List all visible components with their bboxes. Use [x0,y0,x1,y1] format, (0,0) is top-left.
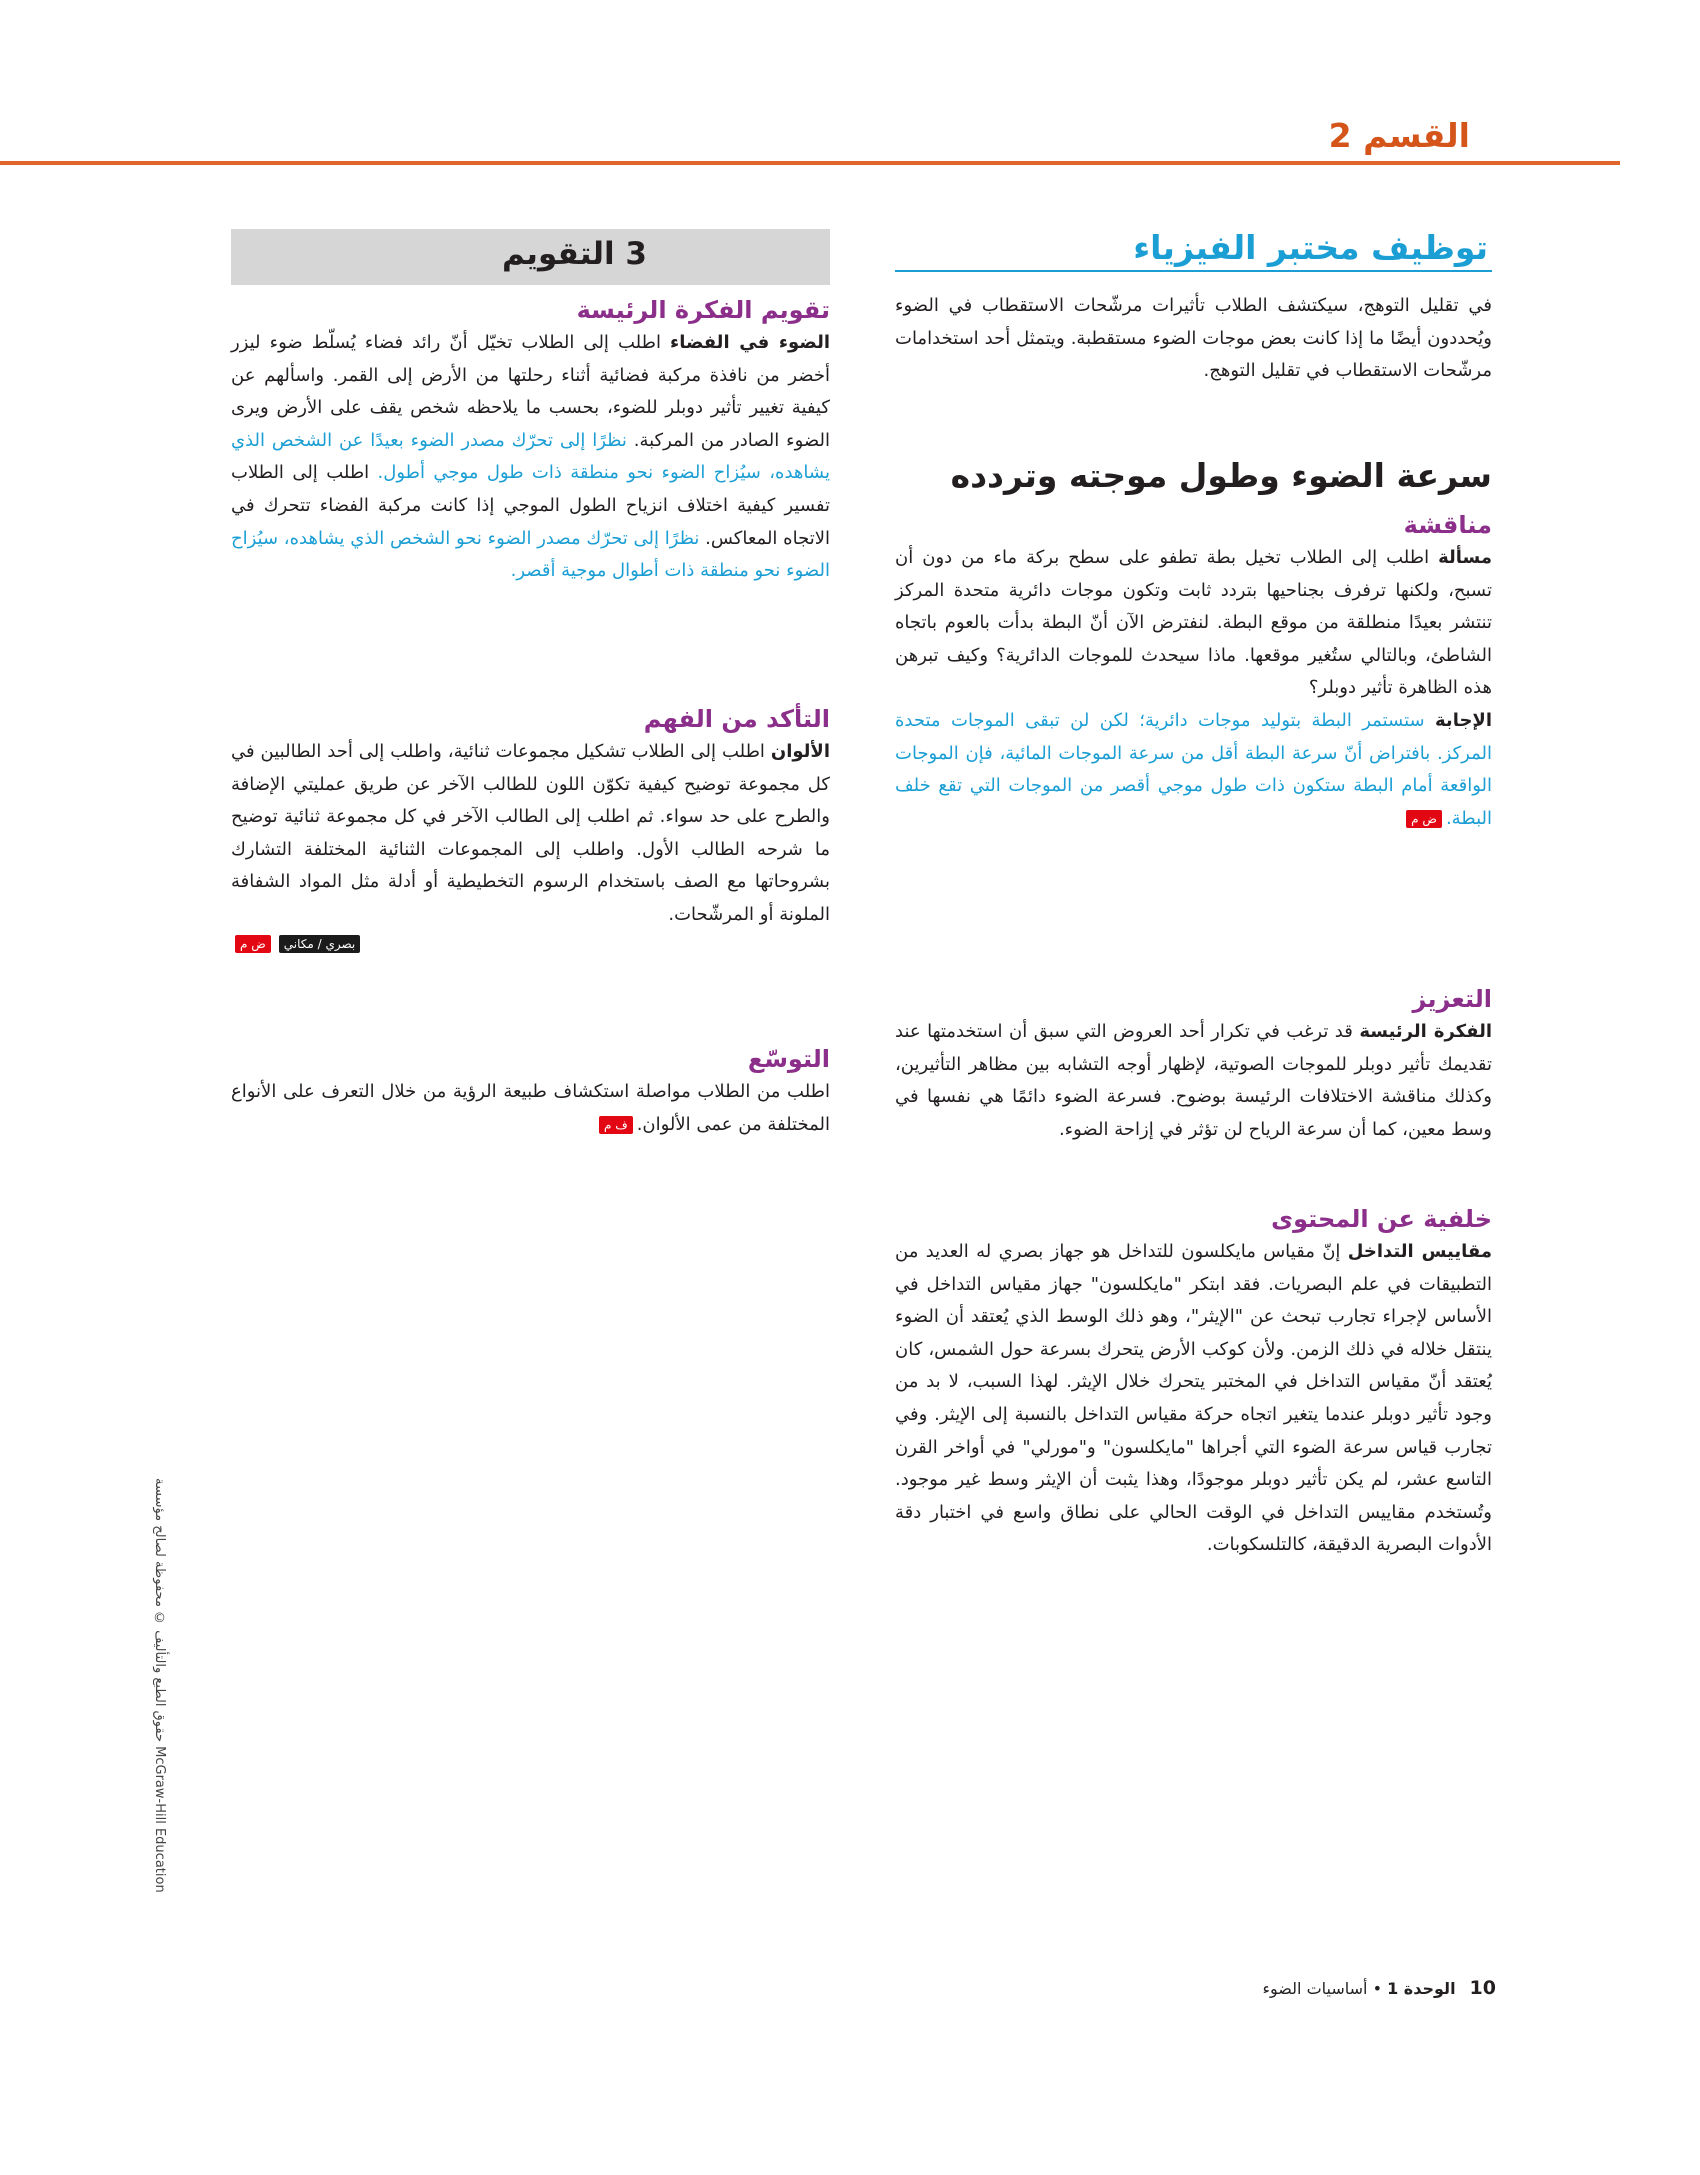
lab-title: توظيف مختبر الفيزياء [1133,228,1488,267]
main-idea-lead: الضوء في الفضاء [670,332,830,353]
check-understanding-section [231,702,830,953]
page-number: 10 [1469,1977,1496,1999]
copyright-credit [152,1478,174,1978]
extend-paragraph [231,1076,830,1141]
lab-paragraph: في تقليل التوهج، سيكتشف الطلاب تأثيرات مرشّحات الاستقطاب في الضوء ويُحددون أيضًا ما إذا كانت بعض موجات الضوء مستقطبة. ويتمثل أحد استخدامات مرشّحات الاستقطاب في تقليل التوهج. [895,295,1492,382]
extend-level-tag: ف م [599,1116,633,1134]
assessment-title: 3 التقويم [502,236,647,272]
discussion-level-tag: ض م [1406,810,1442,828]
level-tag: ض م [235,935,271,953]
footer-separator: • [1367,1979,1388,1998]
reinforce-section [895,982,1492,1146]
main-idea-section [231,293,830,588]
check-understanding-lead: الألوان [770,741,830,762]
page-footer [1263,1977,1496,1999]
main-idea-text1: اطلب إلى الطلاب تخيّل أنّ رائد فضاء يُسلّط ضوء ليزر أخضر من نافذة مركبة فضائية أثناء رحلتها من الأرض إلى القمر. واسألهم عن كيفية تغيير تأثير دوبلر للضوء، بحسب ما يلاحظه شخص يقف على الأرض ويرى الضوء الصادر من المركبة. [231,332,830,451]
speed-of-light-title: سرعة الضوء وطول موجته وتردده [950,456,1492,495]
discussion-section [895,508,1492,835]
extend-section [231,1042,830,1141]
reinforce-lead: الفكرة الرئيسة [1359,1021,1493,1042]
copyright-text: حقوق الطبع والتأليف © محفوظة لصالح مؤسسة McGraw-Hill Education [152,1478,167,1893]
header-rule [0,161,1620,165]
extend-text: اطلب من الطلاب مواصلة استكشاف طبيعة الرؤية من خلال التعرف على الأنواع المختلفة من عمى الألوان. [231,1081,830,1135]
main-idea-answer1: نظرًا إلى تحرّك مصدر الضوء بعيدًا عن الشخص الذي يشاهده، سيُزاح الضوء نحو منطقة ذات طول موجي أطول. [231,429,830,484]
discussion-question [895,542,1492,705]
main-idea-text2: اطلب إلى الطلاب تفسير كيفية اختلاف انزياح الطول الموجي إذا كانت مركبة الفضاء تتحرك في الاتجاه المعاكس. [231,462,830,549]
check-understanding-paragraph [231,736,830,932]
main-idea-paragraph [231,327,830,588]
reinforce-heading: التعزيز [1412,985,1492,1013]
discussion-answer-lead: الإجابة [1435,709,1492,731]
background-heading: خلفية عن المحتوى [1271,1205,1492,1233]
lab-title-rule [895,270,1492,272]
footer-unit-title: أساسيات الضوء [1262,1979,1368,1998]
background-text: إنّ مقياس مايكلسون للتداخل هو جهاز بصري له العديد من التطبيقات في علم البصريات. فقد ابتكر "مايكلسون" جهاز مقياس التداخل في الأساس لإجراء تجارب تبحث عن "الإيثر"، وهو ذلك الوسط الذي يُعتقد أن الضوء ينتقل خلاله في ذلك الزمن. ولأن كوكب الأرض يتحرك بسرعة حول الشمس، كان يُعتقد أنّ مقياس التداخل في المختبر يتحرك خلال الإيثر. لهذا السبب، لا بد من وجود تأثير دوبلر عندما يتغير اتجاه حركة مقياس التداخل بالنسبة إلى الإيثر. وفي تجارب قياس سرعة الضوء التي أجراها "مايكلسون" و"مورلي" في أواخر القرن التاسع عشر، لم يكن تأثير دوبلر موجودًا، وهذا يثبت أن الإيثر وسط غير موجود. وتُستخدم مقاييس التداخل في الوقت الحالي على نطاق واسع في اختبار دقة الأدوات البصرية الدقيقة، كالتلسكوبات. [895,1241,1492,1556]
discussion-question-text: اطلب إلى الطلاب تخيل بطة تطفو على سطح بركة ماء من دون أن تسبح، ولكنها ترفرف بجناحيها بتردد ثابت وتكون موجات دائرية متحدة المركز تنتشر بعيدًا منطلقة من موقع البطة. لنفترض الآن أنّ البطة بدأت بالعوم باتجاه الشاطئ، وبالتالي ستُغير موقعها. ماذا سيحدث للموجات الدائرية؟ وكيف تبرهن هذه الظاهرة تأثير دوبلر؟ [895,547,1492,699]
background-section [895,1202,1492,1562]
discussion-answer-text: ستستمر البطة بتوليد موجات دائرية؛ لكن لن تبقى الموجات متحدة المركز. بافتراض أنّ سرعة البطة أقل من سرعة الموجات المائية، فإن الموجات الواقعة أمام البطة ستكون ذات طول موجي أقصر من الموجات التي تقع خلف البطة. [895,709,1492,829]
check-understanding-tags [231,934,830,954]
main-idea-heading: تقويم الفكرة الرئيسة [576,296,830,324]
main-idea-answer2: نظرًا إلى تحرّك مصدر الضوء نحو الشخص الذي يشاهده، سيُزاح الضوء نحو منطقة ذات أطوال موجية أقصر. [231,527,830,582]
check-understanding-text: اطلب إلى الطلاب تشكيل مجموعات ثنائية، واطلب إلى أحد الطالبين في كل مجموعة توضيح كيفية تكوّن اللون للطالب الآخر عن طريق عمليتي الإضافة والطرح على حد سواء. ثم اطلب إلى الطالب الآخر في كل مجموعة ثنائية توضيح ما شرحه الطالب الأول. واطلب إلى المجموعات الثنائية المختلفة التشارك بشروحاتها مع الصف باستخدام الرسوم التخطيطية أو أدلة مثل المواد الشفافة الملونة أو المرشّحات. [231,741,830,925]
learning-style-tag: بصري / مكاني [279,935,360,953]
reinforce-text: قد ترغب في تكرار أحد العروض التي سبق أن استخدمتها عند تقديمك تأثير دوبلر للموجات الصوتية، لإظهار أوجه التشابه بين مظاهر التأثيرين، وكذلك مناقشة الاختلافات الرئيسة بوضوح. فسرعة الضوء دائمًا هي نفسها في وسط معين، كما أن سرعة الرياح لن تؤثر في إزاحة الضوء. [895,1021,1492,1140]
extend-heading: التوسّع [747,1045,830,1073]
discussion-answer [895,705,1492,835]
background-paragraph [895,1236,1492,1562]
discussion-question-lead: مسألة [1438,547,1492,568]
section-title: القسم 2 [1328,116,1470,155]
reinforce-paragraph [895,1016,1492,1146]
discussion-heading: مناقشة [1403,511,1492,539]
lab-section [895,290,1492,388]
footer-unit: الوحدة 1 [1387,1979,1456,1998]
check-understanding-heading: التأكد من الفهم [643,705,830,733]
background-lead: مقاييس التداخل [1347,1241,1492,1262]
